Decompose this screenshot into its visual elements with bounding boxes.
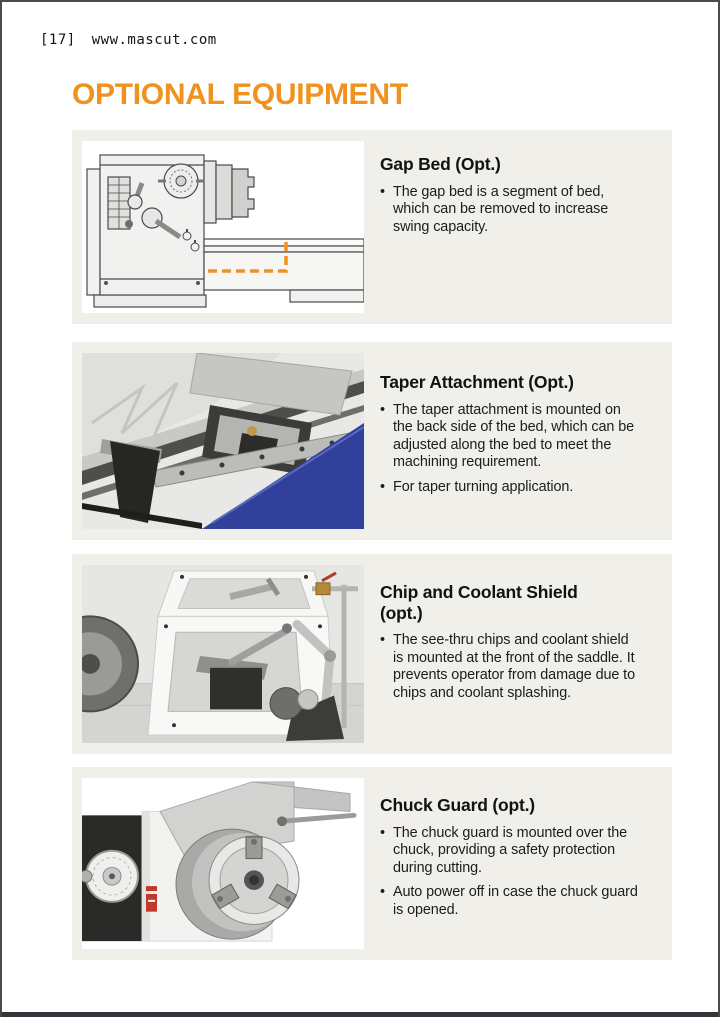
bullet-text: The chuck guard is mounted over the chuck, providing a safety protection during cutting. bbox=[393, 824, 628, 876]
website-text: www.mascut.com bbox=[91, 32, 217, 48]
page-title: OPTIONAL EQUIPMENT bbox=[72, 78, 408, 111]
gap-bed-illustration bbox=[82, 141, 364, 313]
chip-coolant-shield-photo bbox=[82, 565, 364, 743]
bullet-text: The taper attachment is mounted on the back side of the bed, which can be adjusted along the bed to meet the machining requirement. bbox=[393, 401, 635, 471]
chip-coolant-shield-text bbox=[380, 554, 646, 710]
page-number: [17] bbox=[40, 32, 76, 48]
bullet-list bbox=[380, 402, 646, 497]
bullet-marker: • bbox=[380, 824, 385, 841]
bullet-item bbox=[380, 632, 639, 702]
gap-bed-text bbox=[380, 130, 646, 243]
section-chip-coolant-shield bbox=[72, 554, 672, 754]
bullet-marker: • bbox=[380, 632, 385, 649]
chuck-guard-text bbox=[380, 767, 646, 926]
bullet-text: Auto power off in case the chuck guard is opened. bbox=[393, 884, 638, 918]
bullet-list bbox=[380, 825, 646, 920]
chuck-guard-photo bbox=[82, 778, 364, 949]
bullet-text: For taper turning application. bbox=[393, 478, 574, 495]
section-chuck-guard bbox=[72, 767, 672, 960]
bullet-item bbox=[380, 884, 639, 919]
section-heading: Chuck Guard (opt.) bbox=[380, 795, 535, 815]
bullet-list bbox=[380, 632, 646, 702]
taper-attachment-photo-svg bbox=[82, 353, 364, 529]
taper-attachment-photo bbox=[82, 353, 364, 529]
page-header bbox=[40, 32, 217, 48]
bullet-marker: • bbox=[380, 478, 385, 495]
bullet-item bbox=[380, 184, 639, 237]
section-gap-bed bbox=[72, 130, 672, 324]
section-taper-attachment bbox=[72, 342, 672, 540]
gap-bed-line-drawing-svg bbox=[82, 141, 364, 313]
section-heading: Gap Bed (Opt.) bbox=[380, 154, 501, 174]
chip-coolant-shield-photo-svg bbox=[82, 565, 364, 743]
bullet-item bbox=[380, 479, 639, 497]
section-heading: Taper Attachment (Opt.) bbox=[380, 372, 574, 392]
bullet-marker: • bbox=[380, 401, 385, 418]
bullet-item bbox=[380, 825, 639, 878]
bullet-marker: • bbox=[380, 183, 385, 200]
chuck-guard-photo-svg bbox=[82, 778, 364, 949]
bullet-marker: • bbox=[380, 884, 385, 901]
footer-bar bbox=[0, 1012, 720, 1017]
taper-attachment-text bbox=[380, 342, 646, 503]
bullet-item bbox=[380, 402, 639, 472]
bullet-list bbox=[380, 184, 646, 237]
bullet-text: The gap bed is a segment of bed, which can be removed to increase swing capacity. bbox=[393, 183, 609, 235]
bullet-text: The see-thru chips and coolant shield is mounted at the front of the saddle. It prevents operator from damage due to chips and coolant splashing. bbox=[393, 632, 635, 701]
section-heading: Chip and Coolant Shield (opt.) bbox=[380, 582, 578, 623]
